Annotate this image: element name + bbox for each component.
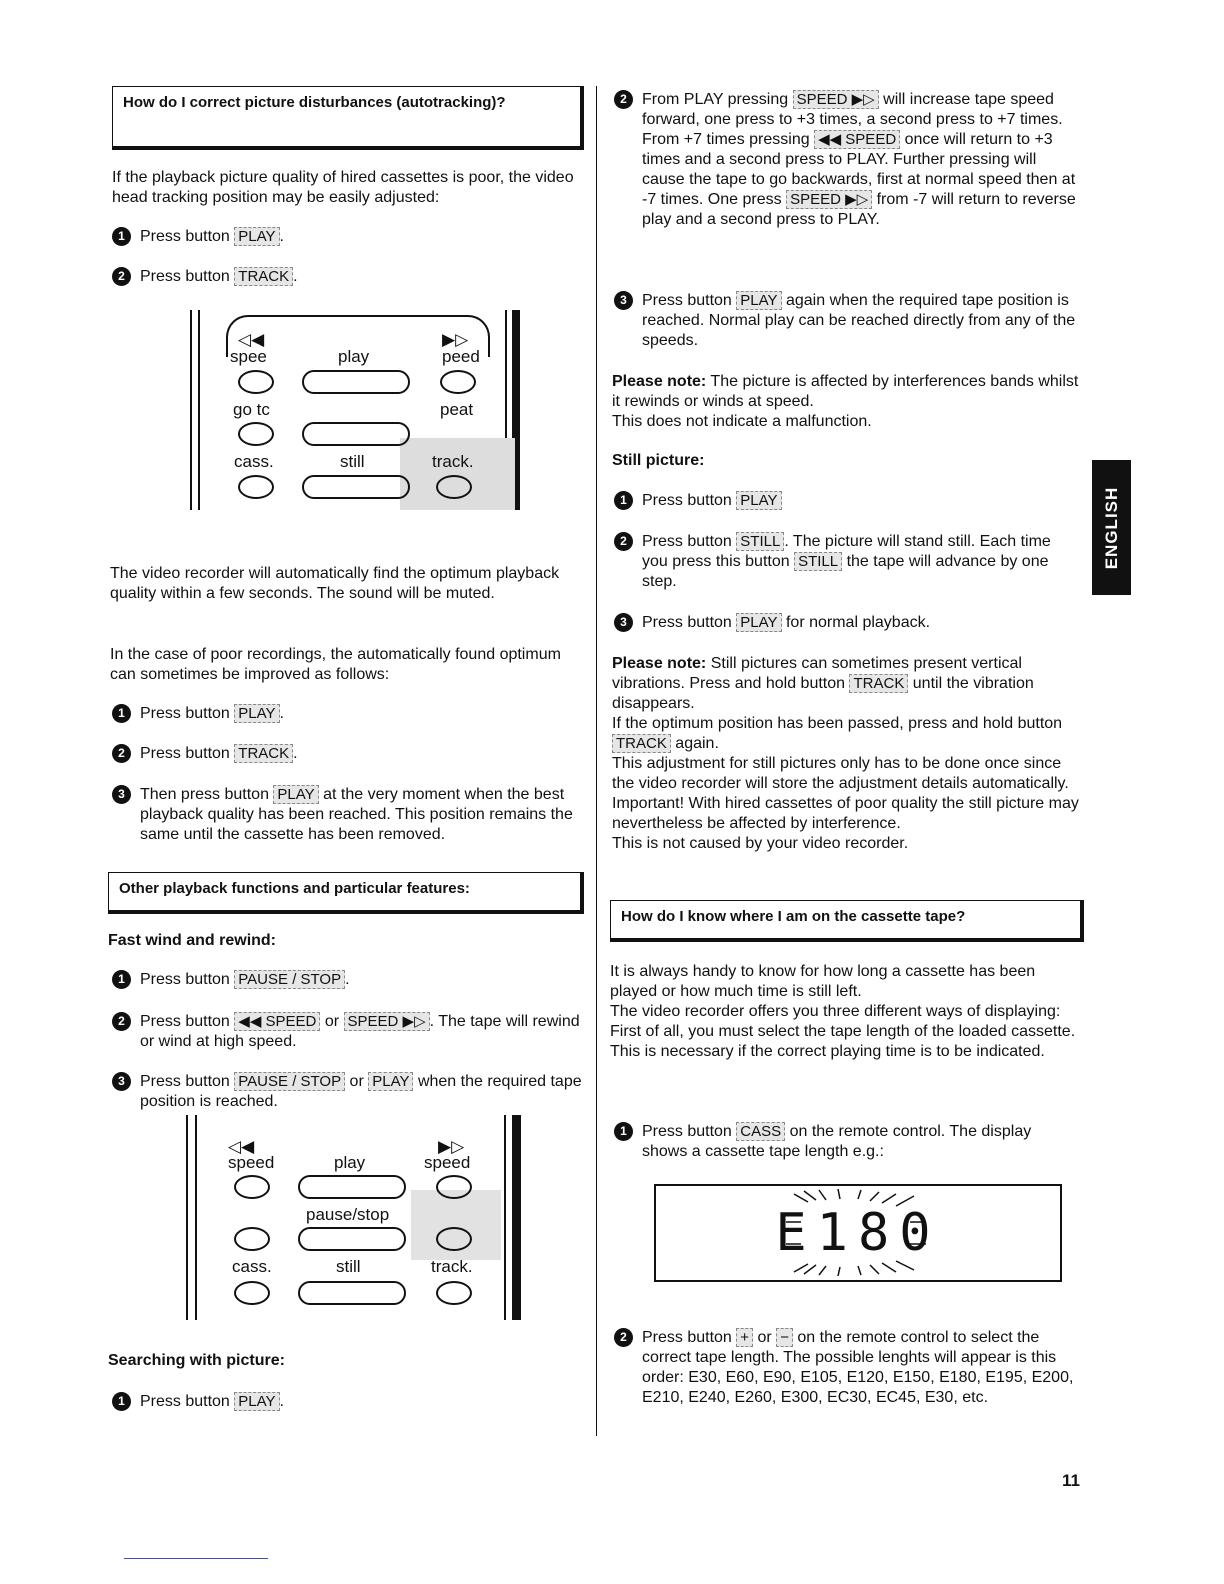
remote-illustration-1: ◁◀ ▶▷ spee play peed go tc peat cass. still track. [190,310,530,515]
footer-rule [124,1558,268,1559]
fast-step-3: 3 Press button PAUSE / STOP or PLAY when the required tape position is reached. [112,1072,582,1112]
note-interference: Please note: The picture is affected by interferences bands whilst it rewinds or winds at speed. This does not indicate a malfunction. [612,373,1079,430]
fast-wind-title: Fast wind and rewind: [108,932,277,949]
para-auto-find: The video recorder will automatically find the optimum playback quality within a few seconds. The sound will be muted. [110,565,560,602]
len-step-2: 2 Press button + or − on the remote control to select the correct tape length. The possible lenghts will appear is this order: E30, E60, E90, E105, E120, E150, E180, E195, E200, E210, E240, E260, E300, EC30, EC45, E30, etc. [614,1328,1084,1408]
still-step-2: 2 Press button STILL . The picture will stand still. Each time you press this button STILL the tape will advance by one step. [614,532,1080,592]
right-step-2: 2 From PLAY pressing SPEED ▶▷ will increase tape speed forward, one press to +3 times, a second press to +7 times. From +7 times pressing ◀◀ SPEED once will return to +3 times and a second press to PLAY. Further pressing will cause the tape to go backwards, first at normal speed then at -7 times. One press SPEED ▶▷ from -7 will return to reverse play and a second press to PLAY. [614,90,1080,230]
track-button-label: TRACK [234,267,293,286]
search-step-1: 1 Press button PLAY . [112,1392,582,1412]
cass-step-1: 1 Press button CASS on the remote control. The display shows a cassette tape length e.g.: [614,1122,1080,1162]
step-b2: 2 Press button TRACK . [112,744,582,764]
column-divider [596,86,597,1436]
still-step-3: 3 Press button PLAY for normal playback. [614,613,1080,633]
para-poor-recordings: In the case of poor recordings, the automatically found optimum can sometimes be improved as follows: [110,646,561,683]
step-a2: 2 Press button TRACK . [112,267,582,287]
section-header-cassette-position: How do I know where I am on the cassette tape? [610,900,1084,942]
note-still-vibrations: Please note: Still pictures can sometimes present vertical vibrations. Press and hold button TRACK until the vibration disappears. If the optimum position has been passed, press and hold button TRACK again. This adjustment for still pictures only has to be done once since the video recorder will store the adjustment details automatically. Important! With hired cassettes of poor quality the still picture may nevertheless be affected by interference. This is not caused by your video recorder. [612,655,1079,852]
section-header-other-functions: Other playback functions and particular features: [108,872,584,914]
lcd-display [654,1184,1062,1282]
step-b1: 1 Press button PLAY . [112,704,582,724]
search-title: Searching with picture: [108,1352,285,1369]
lcd-text: E180 [775,1203,941,1263]
right-step-3: 3 Press button PLAY again when the required tape position is reached. Normal play can be reached directly from any of the speeds. [614,291,1080,351]
fast-step-1: 1 Press button PAUSE / STOP . [112,970,582,990]
remote-illustration-2: ◁◀ ▶▷ speed play speed pause/stop cass. still track. [186,1115,531,1323]
play-button-label: PLAY [234,227,279,246]
language-tab: ENGLISH [1092,460,1131,595]
page-number: 11 [1062,1471,1080,1490]
still-picture-title: Still picture: [612,452,705,469]
section-header-autotracking: How do I correct picture disturbances (autotracking)? [112,86,584,150]
fast-step-2: 2 Press button ◀◀ SPEED or SPEED ▶▷ . The tape will rewind or wind at high speed. [112,1012,582,1052]
para-cassette-info: It is always handy to know for how long a cassette has been played or how much time is still left. The video recorder offers you three different ways of displaying: First of all, you must select the tape length of the loaded cassette. This is necessary if the correct playing time is to be indicated. [610,963,1076,1060]
still-step-1: 1 Press button PLAY [614,491,1080,511]
step-a1: 1 Press button PLAY . [112,227,582,247]
step-b3: 3 Then press button PLAY at the very moment when the best playback quality has been reached. This position remains the same until the cassette has been removed. [112,785,584,845]
intro-paragraph: If the playback picture quality of hired cassettes is poor, the video head tracking position may be easily adjusted: [112,169,574,206]
